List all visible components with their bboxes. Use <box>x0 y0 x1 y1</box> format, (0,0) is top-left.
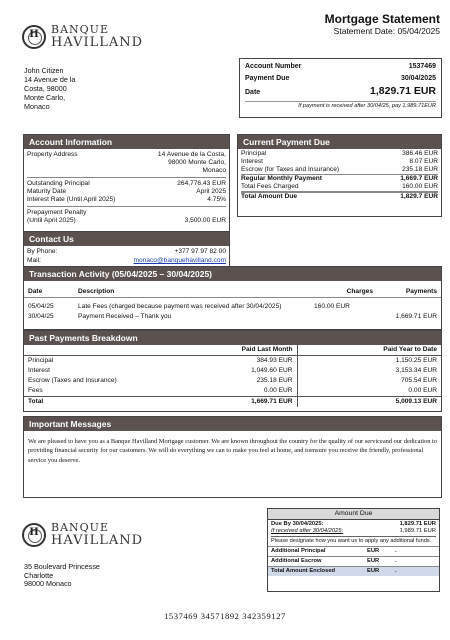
brand-line-1: BANQUE <box>51 521 109 534</box>
payment-row-value: 386.46 EUR <box>402 150 438 158</box>
info-label: Outstanding Principal <box>27 179 90 187</box>
payment-row-value: 1,829.7 EUR <box>400 192 438 200</box>
due-by-label: Due By 30/04/2025: <box>271 521 324 528</box>
payment-row <box>241 192 438 201</box>
paid-last-month: 1,049.60 EUR <box>171 366 297 376</box>
payment-row-label: Total Fees Charged <box>241 182 299 190</box>
section-title: Account Information <box>24 135 229 149</box>
paid-year-to-date: 3,153.34 EUR <box>395 367 437 374</box>
late-amount: 1,989.71 EUR <box>399 528 436 535</box>
breakdown-label: Interest <box>28 367 50 374</box>
late-label: If received after 30/04/2025: <box>271 528 344 535</box>
contact-section <box>23 231 230 267</box>
remit-row-currency: EUR <box>367 547 380 554</box>
summary-box <box>239 58 442 118</box>
remit-row <box>268 566 439 576</box>
prepayment-penalty-value: 3,500.00 EUR <box>184 216 226 224</box>
past-payments-table <box>24 345 441 406</box>
section-title: Contact Us <box>24 232 229 246</box>
breakdown-label: Escrow (Taxes and Insurance) <box>28 376 117 384</box>
table-row <box>24 312 441 322</box>
address-line: Monaco <box>24 102 50 111</box>
remit-instruction: Please designate how you want us to apply any additional funds. <box>271 538 432 545</box>
column-header: Payments <box>405 288 437 296</box>
address-line: 98000 Monaco <box>24 579 72 589</box>
payment-row-value: 1,669.7 EUR <box>400 174 438 182</box>
payment-row-label: Regular Monthly Payment <box>241 174 322 182</box>
property-address-line: 14 Avenue de la Costa, <box>157 151 226 159</box>
breakdown-label: Total <box>28 397 44 405</box>
prepayment-penalty-label: Prepayment Penalty <box>27 208 87 216</box>
transactions-table <box>24 287 441 321</box>
paid-year-to-date: 1,150.25 EUR <box>395 357 437 365</box>
address-line: Charlotte <box>24 570 54 580</box>
remit-row-input[interactable]: . <box>395 547 397 554</box>
table-row <box>24 366 441 376</box>
phone-label: By Phone: <box>27 248 58 256</box>
important-messages-section <box>23 416 442 498</box>
info-value: 264,776.43 EUR <box>177 179 226 187</box>
paid-last-month: 235.18 EUR <box>171 376 297 386</box>
transaction-charges: 160.00 EUR <box>314 302 350 310</box>
payment-row-value: 235.18 EUR <box>402 166 438 173</box>
remit-row <box>268 556 439 566</box>
brand-line-1: BANQUE <box>51 23 109 36</box>
email-link[interactable]: monaco@banquehavilland.com <box>133 257 226 265</box>
brand-mark-icon: H <box>22 523 46 547</box>
info-label: Maturity Date <box>27 187 67 195</box>
current-payment-section <box>237 134 442 217</box>
address-line: John Citizen <box>24 66 64 75</box>
column-header: Paid Last Month <box>171 345 297 355</box>
brand-line-2: HAVILLAND <box>51 532 144 548</box>
section-title: Past Payments Breakdown <box>24 331 441 345</box>
address-line: Monte Carlo, <box>24 93 66 102</box>
remit-row-input[interactable]: . <box>395 557 397 564</box>
remittance-box <box>267 508 440 592</box>
section-title: Important Messages <box>24 417 441 431</box>
page-title: Mortgage Statement <box>324 12 440 26</box>
transaction-charges <box>310 312 377 322</box>
payment-row <box>241 175 438 183</box>
due-by-amount: 1,829.71 EUR <box>399 521 436 528</box>
remit-row <box>268 546 439 556</box>
late-payment-note: If payment is received after 30/04/25, pay 1,989.71EUR <box>245 101 436 110</box>
brand-logo <box>22 24 143 49</box>
payment-row-label: Escrow (for Taxes and Insurance) <box>241 166 340 173</box>
column-header: Date <box>28 288 43 296</box>
amount-due: 1,829.71 EUR <box>370 84 436 97</box>
payment-due-label: Payment Due <box>245 75 290 83</box>
paid-year-to-date: 705.54 EUR <box>401 376 437 384</box>
section-title: Transaction Activity (05/04/2025 – 30/04/2025) <box>24 267 441 281</box>
paid-last-month: 1,669.71 EUR <box>171 396 297 406</box>
remit-row-label: Total Amount Enclosed <box>271 567 336 574</box>
customer-address <box>24 66 75 111</box>
footer-reference-code: 1537469 34571892 342359127 <box>164 611 286 621</box>
info-value: 4.75% <box>207 195 226 203</box>
address-line: 14 Avenue de la <box>24 75 76 84</box>
address-line: Costa, 98000 <box>24 84 67 93</box>
section-title: Current Payment Due <box>238 135 441 149</box>
payment-row <box>241 166 438 175</box>
payment-due-date: 30/04/2025 <box>400 75 436 83</box>
payment-row <box>241 158 438 166</box>
brand-line-2: HAVILLAND <box>51 34 144 50</box>
phone-number[interactable]: +377 97 97 82 00 <box>174 248 226 256</box>
property-address-line: Monaco <box>202 167 226 174</box>
payment-row-label: Total Amount Due <box>241 192 298 200</box>
remit-row-currency: EUR <box>367 567 380 574</box>
account-number: 1537469 <box>408 63 436 70</box>
payment-row-value: 8.07 EUR <box>409 158 438 166</box>
payment-row-label: Interest <box>241 158 263 166</box>
brand-logo-footer <box>22 522 143 547</box>
remit-title: Amount Due <box>268 509 439 520</box>
payment-row-label: Principal <box>241 150 267 158</box>
breakdown-label: Principal <box>28 357 54 365</box>
transaction-date: 05/04/25 <box>28 302 54 310</box>
mail-label: Mail: <box>27 257 41 265</box>
column-header: Description <box>78 288 115 296</box>
paid-year-to-date: 0.00 EUR <box>408 386 437 394</box>
statement-header <box>240 12 440 37</box>
payment-row <box>241 150 438 158</box>
remit-row-currency: EUR <box>367 557 380 564</box>
prepayment-penalty-period: (Until April 2025) <box>27 216 76 224</box>
remit-row-label: Additional Principal <box>271 547 326 554</box>
past-payments-section <box>23 330 442 412</box>
account-number-label: Account Number <box>245 63 302 70</box>
property-address-label: Property Address <box>27 151 78 159</box>
table-row <box>24 302 441 312</box>
property-address-line: 98000 Monte Carlo, <box>168 159 226 167</box>
payment-row-value: 160.00 EUR <box>402 182 438 190</box>
return-address <box>24 563 100 589</box>
message-body: We are pleased to have you as a Banque Havilland Mortgage customer. We are known throughout the country for the quality of our serviceand our dedication to providing financial security for our customers. We will do everything we can to make you feel at home, and toensure you receive the friendly, professional service you deserve. <box>28 438 437 464</box>
payment-row <box>241 183 438 192</box>
account-information-section <box>23 134 230 242</box>
remit-row-input[interactable]: . <box>395 567 397 574</box>
date-label: Date <box>245 88 261 96</box>
info-value: April 2025 <box>196 187 226 195</box>
column-header <box>24 345 171 355</box>
table-row <box>24 356 441 366</box>
info-label: Interest Rate (Until April 2025) <box>27 195 116 203</box>
statement-date: Statement Date: 05/04/2025 <box>333 26 440 37</box>
table-row <box>24 386 441 396</box>
breakdown-label: Fees <box>28 386 43 394</box>
paid-year-to-date: 5,009.13 EUR <box>395 397 437 405</box>
paid-last-month: 384.93 EUR <box>171 356 297 366</box>
remit-row-label: Additional Escrow <box>271 557 322 564</box>
transaction-description: Late Fees (charged because payment was received after 30/04/2025) <box>78 302 282 310</box>
transaction-description: Payment Received – Thank you <box>78 312 172 320</box>
transaction-activity-section <box>23 266 442 330</box>
table-row <box>24 396 441 406</box>
transaction-payments: 1,669.71 EUR <box>395 312 437 320</box>
paid-last-month: 0.00 EUR <box>171 386 297 396</box>
table-row <box>24 376 441 386</box>
transaction-payments <box>377 302 441 312</box>
column-header: Charges <box>346 288 373 296</box>
transaction-date: 30/04/25 <box>28 312 54 320</box>
brand-mark-icon: H <box>22 25 46 49</box>
address-line: 35 Boulevard Princesse <box>24 562 100 571</box>
column-header: Paid Year to Date <box>383 346 437 354</box>
